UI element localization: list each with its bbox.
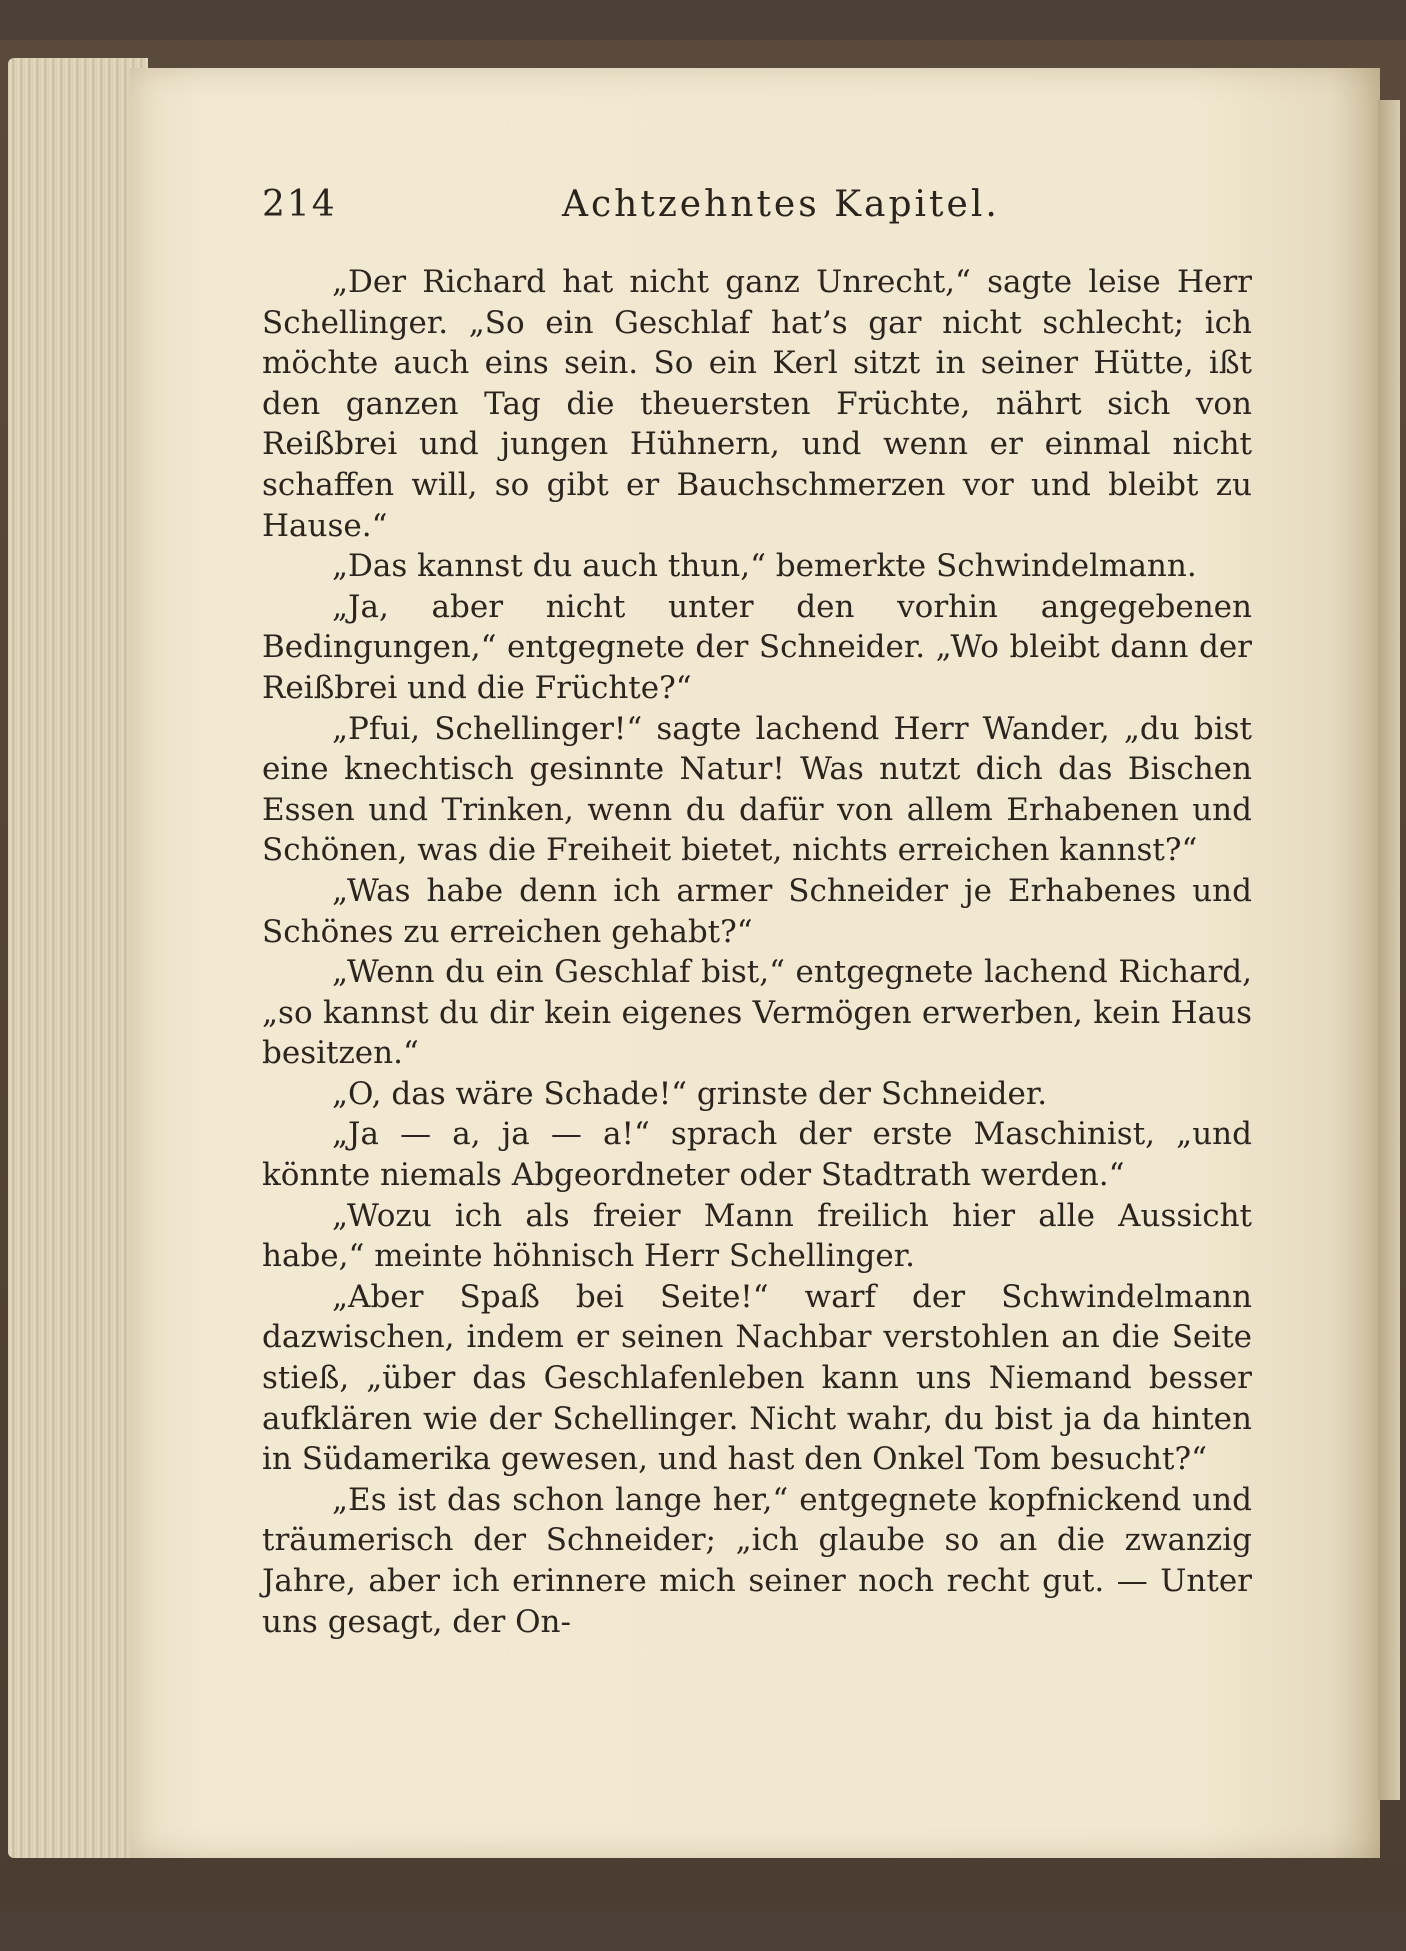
paragraph: „Ja — a, ja — a!“ sprach der erste Maschinist, „und könnte niemals Abgeordneter oder Stadtrath werden.“ [262, 1116, 1252, 1194]
page-edges [8, 58, 148, 1858]
running-head: Achtzehntes Kapitel. [562, 184, 1000, 225]
page-header [262, 184, 1254, 234]
paragraph: „Es ist das schon lange her,“ entgegnete kopfnickend und träumerisch der Schneider; „ich glaube so an die zwanzig Jahre, aber ich erinnere mich seiner noch recht gut. — Unter uns gesagt, der On- [262, 1481, 1252, 1640]
page-number: 214 [262, 184, 337, 225]
paragraph: „Wenn du ein Geschlaf bist,“ entgegnete lachend Richard, „so kannst du dir kein eigenes Vermögen erwerben, kein Haus besitzen.“ [262, 954, 1252, 1072]
paragraph: „Ja, aber nicht unter den vorhin angegebenen Bedingungen,“ entgegnete der Schneider. „Wo bleibt dann der Reißbrei und die Früchte?“ [262, 588, 1252, 706]
paragraph: „O, das wäre Schade!“ grinste der Schneider. [332, 1075, 1048, 1112]
text-body [262, 262, 1252, 1642]
paragraph: „Der Richard hat nicht ganz Unrecht,“ sagte leise Herr Schellinger. „So ein Geschlaf hat’s gar nicht schlecht; ich möchte auch eins sein. So ein Kerl sitzt in seiner Hütte, ißt den ganzen Tag die theuersten Früchte, nährt sich von Reißbrei und jungen Hühnern, und wenn er einmal nicht schaffen will, so gibt er Bauchschmerzen vor und bleibt zu Hause.“ [262, 264, 1252, 544]
facing-page-edge [1378, 100, 1400, 1800]
paragraph: „Pfui, Schellinger!“ sagte lachend Herr Wander, „du bist eine knechtisch gesinnte Natur! Was nutzt dich das Bischen Essen und Trinken, wenn du dafür von allem Erhabenen und Schönen, was die Freiheit bietet, nichts erreichen kannst?“ [262, 710, 1252, 869]
paragraph: „Aber Spaß bei Seite!“ warf der Schwindelmann dazwischen, indem er seinen Nachbar verstohlen an die Seite stieß, „über das Geschlafenleben kann uns Niemand besser aufklären wie der Schellinger. Nicht wahr, du bist ja da hinten in Südamerika gewesen, und hast den Onkel Tom besucht?“ [262, 1278, 1252, 1478]
paragraph: „Wozu ich als freier Mann freilich hier alle Aussicht habe,“ meinte höhnisch Herr Schellinger. [262, 1197, 1252, 1275]
paragraph: „Was habe denn ich armer Schneider je Erhabenes und Schönes zu erreichen gehabt?“ [262, 872, 1252, 950]
paragraph: „Das kannst du auch thun,“ bemerkte Schwindelmann. [332, 548, 1197, 585]
